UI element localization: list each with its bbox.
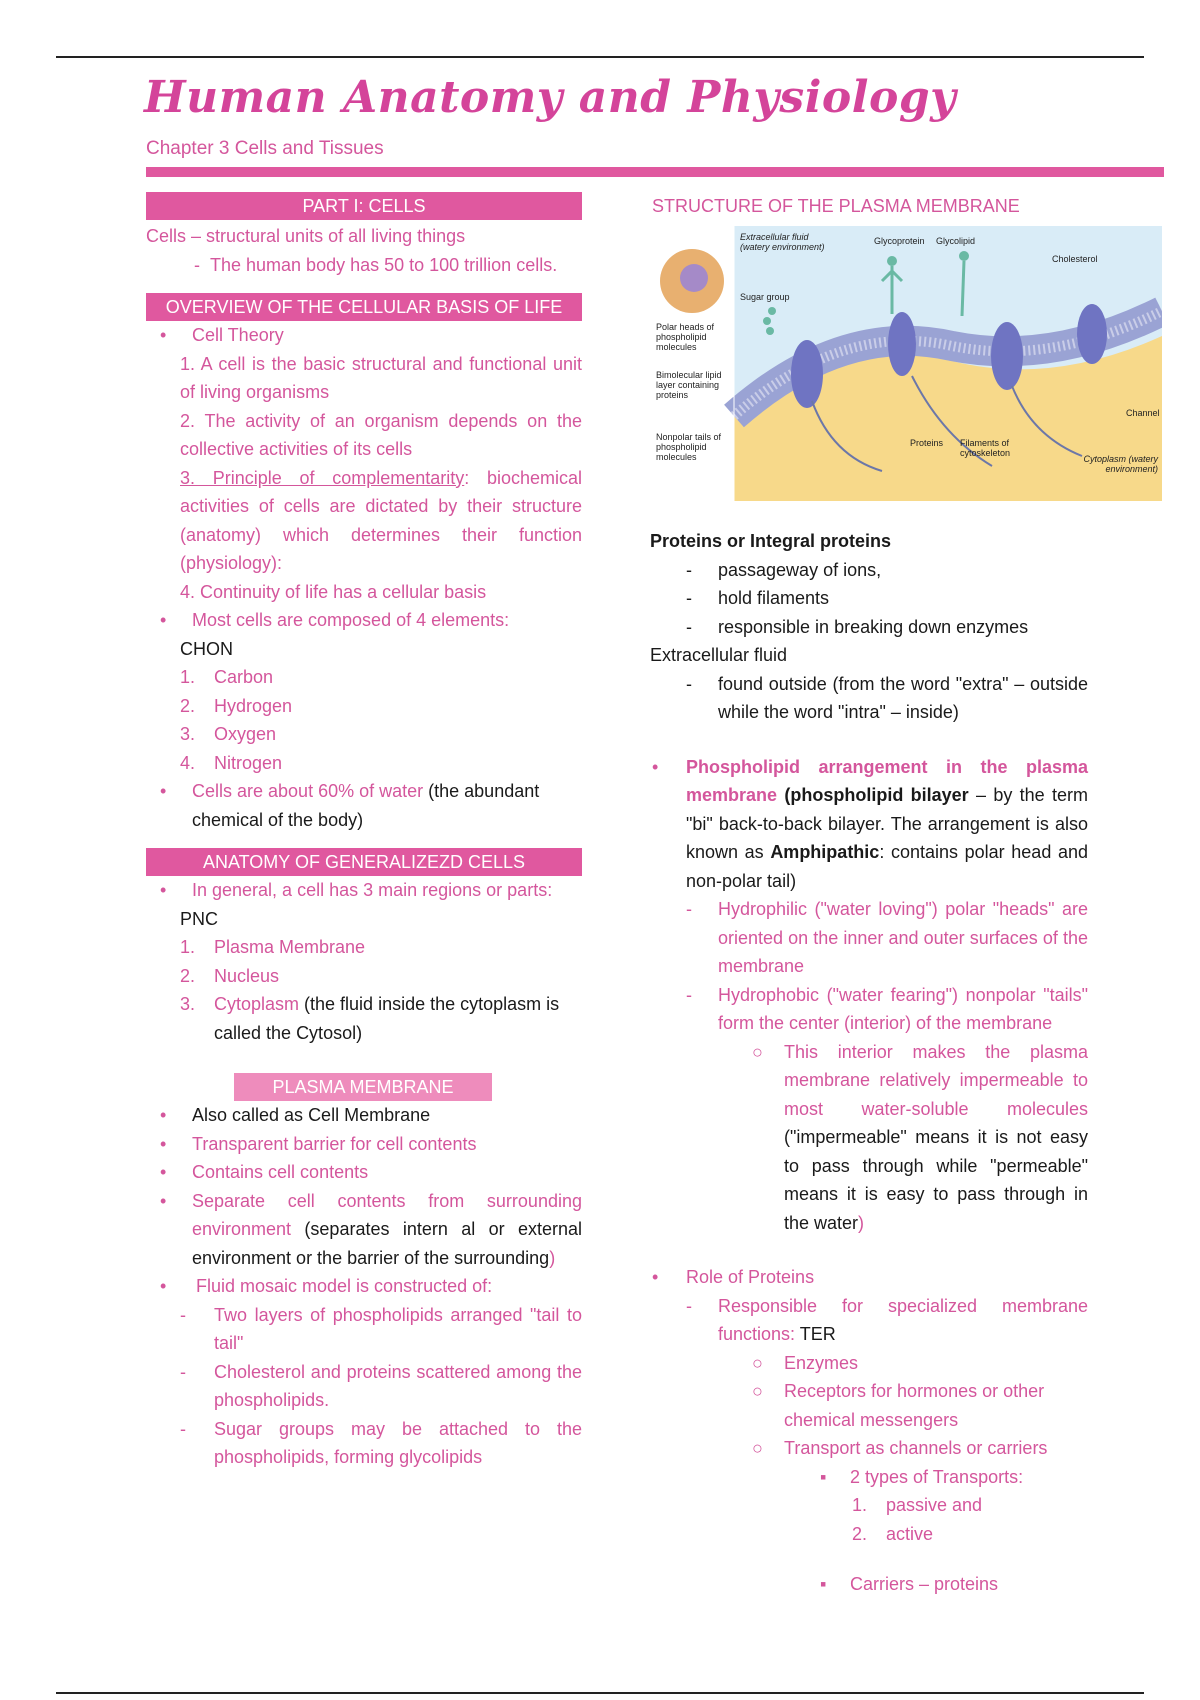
list-item: ○ This interior makes the plasma membrane relatively impermeable to most water-soluble molecules ("impermeable" means it is not easy to pass through while "permeable" means it is easy to pass through in the water) [652,1038,1088,1238]
bullet-dot-icon: • [652,1267,659,1287]
elements-bullet: • Most cells are composed of 4 elements: [146,606,582,635]
bottom-rule [56,1692,1144,1694]
section-header-anatomy: ANATOMY OF GENERALIZEZD CELLS [146,848,582,876]
label-extracellular: Extracellular fluid (watery environment) [740,232,825,252]
section-header-overview: OVERVIEW OF THE CELLULAR BASIS OF LIFE [146,293,582,321]
pnc-label: PNC [180,908,219,929]
label-glycolipid: Glycolipid [936,236,976,246]
list-item: 2. Hydrogen [180,695,293,716]
page-title: Human Anatomy and Physiology [144,72,957,123]
bullet-dot-icon: • [160,1133,167,1154]
bullet-dot-icon: • [160,880,167,900]
dash-icon: - [686,899,692,919]
plasma-membrane-figure [652,226,1162,501]
label-cytoplasm: Cytoplasm (watery environment) [1083,454,1158,474]
bullet-dot-icon: • [160,1276,167,1296]
list-item: 1. Carbon [180,667,274,687]
dash-icon: - [180,1418,186,1439]
dash-icon: - [686,984,692,1005]
dash-icon: - [686,1295,692,1316]
label-glycoprotein: Glycoprotein [874,236,925,246]
theory-item-2: 2. The activity of an organism depends on the collective activities of its cells [180,410,582,459]
title-underline-bar [146,167,1164,177]
list-item: ○ Receptors for hormones or other chemical messengers [652,1377,1088,1434]
list-item: - hold filaments [652,584,1088,613]
dash-icon: - [180,1361,186,1382]
section-header-plasma-membrane: PLASMA MEMBRANE [234,1073,492,1101]
circle-bullet-icon: ○ [752,1041,763,1062]
list-item: ○ Enzymes [652,1349,1088,1378]
label-nonpolar: Nonpolar tails of phospholipid molecules [656,432,722,462]
list-item: - Two layers of phospholipids arranged "tail to tail" [146,1301,582,1358]
theory-item-3: 3. Principle of complementarity: biochemical activities of cells are dictated by their structure (anatomy) which determines their function (physiology): [180,467,583,573]
list-item: ▪ 2 types of Transports: [652,1463,1088,1492]
theory-item-1: 1. A cell is the basic structural and functional unit of living organisms [180,353,582,402]
section-header-part1: PART I: CELLS [146,192,582,220]
protein-icon [791,340,823,408]
regions-bullet: • In general, a cell has 3 main regions or parts: [146,876,582,905]
theory-item-4: 4. Continuity of life has a cellular basis [180,581,487,602]
structure-header: STRUCTURE OF THE PLASMA MEMBRANE [652,196,1020,216]
phospholipid-bullet: • Phospholipid arrangement in the plasma membrane (phospholipid bilayer – by the term "bi" back-to-back bilayer. The arrangement is also known as Amphipathic: contains polar head and non-polar tail) [652,753,1088,896]
cells-term: Cells [146,226,187,246]
label-proteins: Proteins [910,438,944,448]
theory-list [146,350,582,607]
bullet-dot-icon: • [160,1105,167,1125]
dash-icon: - [686,616,692,637]
regions-list [146,933,582,1047]
pm-bullet-separate: • Separate cell contents from surrounding environment (separates intern al or external environment or the barrier of the surrounding) [146,1187,582,1273]
label-cholesterol: Cholesterol [1052,254,1098,264]
list-item: 2. active [852,1523,934,1544]
ecf-header: Extracellular fluid [650,645,788,665]
bullet-dot-icon: • [652,756,659,777]
list-item: ▪ Carriers – proteins [652,1570,1088,1599]
list-item: - Cholesterol and proteins scattered among the phospholipids. [146,1358,582,1415]
list-item: 1. Plasma Membrane [180,937,366,957]
protein-icon [991,322,1023,390]
pm-bullet-also: • Also called as Cell Membrane [146,1101,582,1130]
dash-icon: - [194,254,200,275]
label-channel: Channel [1126,408,1160,418]
label-polar-heads: Polar heads of phospholipid molecules [656,322,715,352]
pm-bullet-transparent: • Transparent barrier for cell contents [146,1130,582,1159]
list-item: 1. passive and [852,1495,983,1515]
list-item: - passageway of ions, [652,556,1088,585]
circle-bullet-icon: ○ [752,1352,763,1373]
label-bimolecular: Bimolecular lipid layer containing proteins [656,370,722,400]
label-filaments: Filaments of cytoskeleton [960,438,1011,458]
right-column [650,192,1160,1599]
bullet-dot-icon: • [160,781,167,801]
cells-definition [146,222,582,251]
list-item: - responsible in breaking down enzymes [652,613,1088,642]
dash-icon: - [180,1304,186,1325]
label-sugar-group: Sugar group [740,292,790,302]
cells-def: – structural units of all living things [186,226,466,246]
chon-label: CHON [180,638,233,659]
left-column [146,192,582,1472]
protein-icon [888,312,916,376]
fluid-mosaic-bullet: • Fluid mosaic model is constructed of: [146,1272,582,1301]
square-bullet-icon: ▪ [820,1574,827,1594]
list-item: - Responsible for specialized membrane functions: TER [652,1292,1088,1349]
list-item: 3. Cytoplasm (the fluid inside the cytoplasm is called the Cytosol) [180,994,560,1043]
dash-icon: - [686,559,692,580]
square-bullet-icon: ▪ [820,1466,827,1487]
bullet-dot-icon: • [160,325,167,345]
list-item: - Sugar groups may be attached to the phospholipids, forming glycolipids [146,1415,582,1472]
role-bullet: • Role of Proteins [652,1263,1088,1292]
elements-list [146,663,582,777]
complementarity-term: 3. Principle of complementarity [180,467,465,488]
list-item: 3. Oxygen [180,724,277,744]
list-item: - found outside (from the word "extra" – outside while the word "intra" – inside) [652,670,1088,727]
proteins-header: Proteins or Integral proteins [650,531,892,551]
bullet-dot-icon: • [160,1162,167,1182]
cell-theory-bullet: • Cell Theory [146,321,582,350]
dash-icon: - [686,673,692,694]
list-item: - Hydrophilic ("water loving") polar "heads" are oriented on the inner and outer surfaces of the membrane [652,895,1088,981]
bullet-dot-icon: • [160,610,167,630]
cells-sub-item: - The human body has 50 to 100 trillion cells. [146,251,582,280]
bullet-dot-icon: • [160,1190,167,1211]
pm-bullet-contains: • Contains cell contents [146,1158,582,1187]
chapter-subtitle: Chapter 3 Cells and Tissues [146,138,384,159]
dash-icon: - [686,588,692,608]
list-item: 2. Nucleus [180,965,280,986]
water-bullet: • Cells are about 60% of water (the abundant chemical of the body) [146,777,582,834]
list-item: ○ Transport as channels or carriers [652,1434,1088,1463]
protein-icon [1077,304,1107,364]
circle-bullet-icon: ○ [752,1438,763,1458]
circle-bullet-icon: ○ [752,1381,763,1401]
list-item: 4. Nitrogen [180,752,283,773]
top-rule [56,56,1144,58]
list-item: - Hydrophobic ("water fearing") nonpolar "tails" form the center (interior) of the membrane [652,981,1088,1038]
